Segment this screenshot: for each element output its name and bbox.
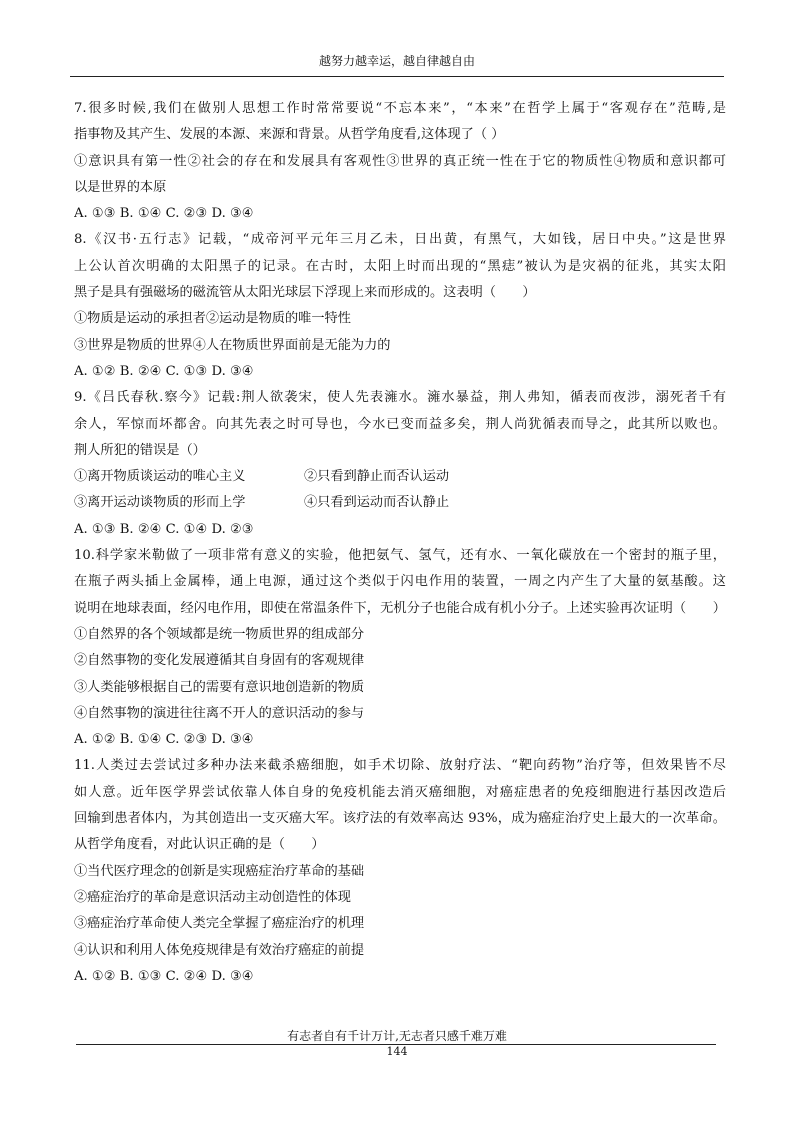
question-options-line: ②自然事物的变化发展遵循其自身固有的客观规律 xyxy=(74,653,365,669)
question-stem-line: 8.《汉书·五行志》记载，“成帝河平元年三月乙未，日出黄，有黑气，大如钱，居日中央。”这是世界 xyxy=(74,232,726,248)
question-options-line: ③人类能够根据自己的需要有意识地创造新的物质 xyxy=(74,679,365,695)
page-header-motto: 越努力越幸运，越自律越自由 xyxy=(318,54,475,68)
question-options-line: ①自然界的各个领域都是统一物质世界的组成部分 xyxy=(74,626,365,642)
answer-choices: A. ①③ B. ①④ C. ②③ D. ③④ xyxy=(74,206,254,222)
question-7 xyxy=(74,96,726,227)
answer-choices: A. ①③ B. ②④ C. ①④ D. ②③ xyxy=(74,521,254,537)
question-stem-line: 9.《吕氏春秋.察今》记载:荆人欲袭宋，使人先表澭水。澭水暴益，荆人弗知，循表而夜涉，溺死者千有 xyxy=(74,390,726,406)
answer-choices: A. ①② B. ①③ C. ②④ D. ③④ xyxy=(74,968,254,984)
page-number: 144 xyxy=(386,1045,408,1058)
question-options-line: ④认识和利用人体免疫规律是有效治疗癌症的前提 xyxy=(74,942,365,958)
question-options-line: 以是世界的本原 xyxy=(74,179,167,195)
question-11 xyxy=(74,753,726,990)
question-9 xyxy=(74,385,726,543)
answer-choices: A. ①② B. ①④ C. ②③ D. ③④ xyxy=(74,732,254,748)
question-stem-line: 荆人所犯的错误是（） xyxy=(74,442,206,458)
question-options-line: ④自然事物的演进往往离不开人的意识活动的参与 xyxy=(74,705,365,721)
question-stem-line: 说明在地球表面，经闪电作用，即使在常温条件下，无机分子也能合成有机小分子。上述实验再次证明（ ） xyxy=(74,600,726,616)
question-stem-line: 如人意。近年医学界尝试依靠人体自身的免疫机能去消灭癌细胞，对癌症患者的免疫细胞进行基因改造后 xyxy=(74,784,726,800)
question-options-line: ①物质是运动的承担者②运动是物质的唯一特性 xyxy=(74,311,351,327)
question-stem-line: 余人，军惊而坏都舍。向其先表之时可导也，今水已变而益多矣，荆人尚犹循表而导之，此其所以败也。 xyxy=(74,416,726,432)
answer-choices: A. ①② B. ②④ C. ①③ D. ③④ xyxy=(74,363,254,379)
question-options-row xyxy=(74,490,726,516)
question-stem-line: 7.很多时候,我们在做别人思想工作时常常要说“不忘本来”，“本来”在哲学上属于“客观存在”范畴,是 xyxy=(74,101,726,116)
question-stem-line: 10.科学家米勒做了一项非常有意义的实验，他把氨气、氢气，还有水、一氧化碳放在一个密封的瓶子里， xyxy=(74,548,726,564)
option-3: ③离开运动谈物质的形而上学 xyxy=(74,495,246,511)
question-stem-line: 指事物及其产生、发展的本源、来源和背景。从哲学角度看,这体现了（ ） xyxy=(74,127,505,143)
question-options-line: ③世界是物质的世界④人在物质世界面前是无能为力的 xyxy=(74,337,391,353)
question-stem-line: 黑子是具有强磁场的磁流管从太阳光球层下浮现上来而形成的。这表明（ ） xyxy=(74,285,536,301)
question-stem-line: 11.人类过去尝试过多种办法来截杀癌细胞，如手术切除、放射疗法、“靶向药物”治疗等，但效果皆不尽 xyxy=(74,758,726,774)
header-divider xyxy=(70,76,724,77)
question-options-line: ①意识具有第一性②社会的存在和发展具有客观性③世界的真正统一性在于它的物质性④物质和意识都可 xyxy=(74,153,726,169)
question-stem-line: 回输到患者体内，为其创造出一支灭癌大军。该疗法的有效率高达 93%，成为癌症治疗史上最大的一次革命。 xyxy=(74,811,726,827)
question-options-line: ②癌症治疗的革命是意识活动主动创造性的体现 xyxy=(74,889,351,905)
option-2: ②只看到静止而否认运动 xyxy=(304,469,450,485)
question-stem-line: 在瓶子两头插上金属棒，通上电源，通过这个类似于闪电作用的装置，一周之内产生了大量的氨基酸。这 xyxy=(74,574,726,590)
option-1: ①离开物质谈运动的唯心主义 xyxy=(74,469,246,485)
question-list xyxy=(74,96,726,990)
page-footer-motto: 有志者自有千计万计,无志者只感千难万难 xyxy=(287,1029,507,1043)
question-stem-line: 从哲学角度看，对此认识正确的是（ ） xyxy=(74,837,325,853)
question-options-row xyxy=(74,464,726,490)
question-stem-line: 上公认首次明确的太阳黑子的记录。在古时，太阳上时而出现的“黑痣”被认为是灾祸的征兆，其实太阳 xyxy=(74,258,726,274)
question-options-line: ③癌症治疗革命使人类完全掌握了癌症治疗的机理 xyxy=(74,916,365,932)
option-4: ④只看到运动而否认静止 xyxy=(304,495,450,511)
question-options-line: ①当代医疗理念的创新是实现癌症治疗革命的基础 xyxy=(74,863,365,879)
question-8 xyxy=(74,227,726,385)
question-10 xyxy=(74,543,726,753)
